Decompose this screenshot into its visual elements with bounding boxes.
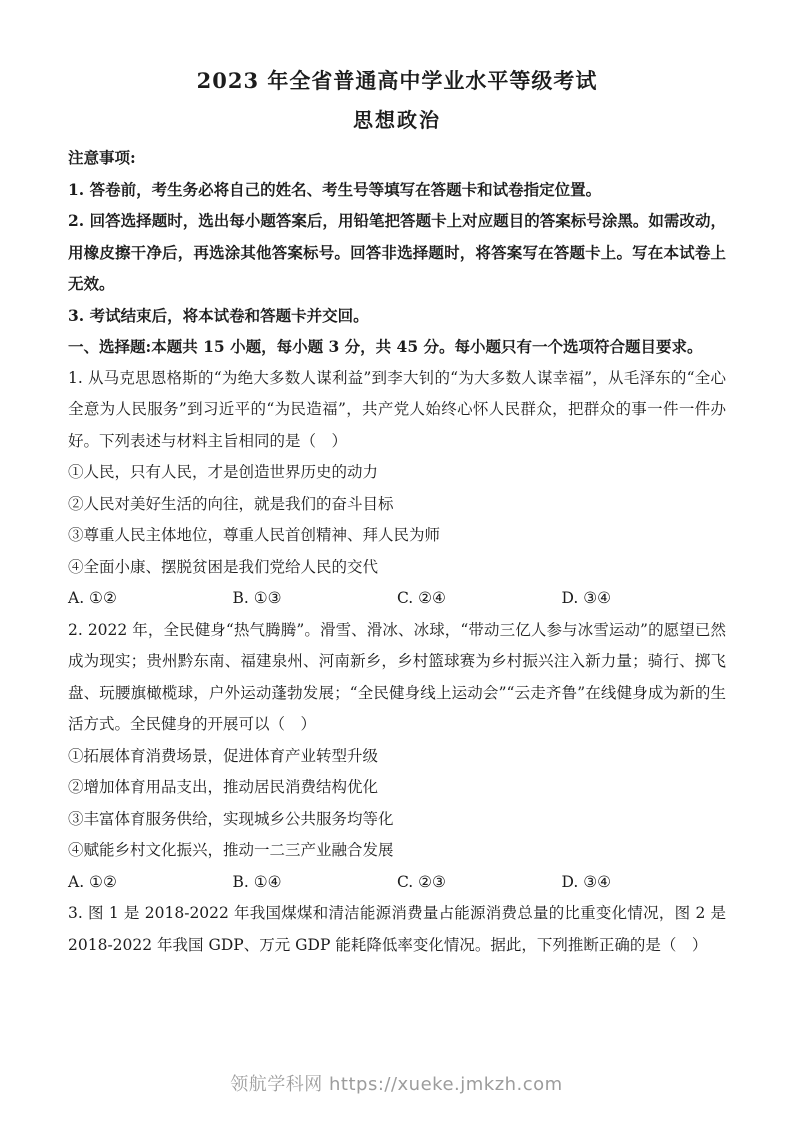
question-1-choice-1: ①人民，只有人民，才是创造世界历史的动力 bbox=[68, 463, 379, 481]
question-2-option-d: D. ③④ bbox=[561, 872, 612, 891]
question-2-choice-4: ④赋能乡村文化振兴，推动一二三产业融合发展 bbox=[68, 841, 394, 859]
notice-heading: 注意事项: bbox=[68, 148, 136, 167]
page-subtitle: 思想政治 bbox=[353, 108, 441, 132]
page-title: 2023 年全省普通高中学业水平等级考试 bbox=[196, 68, 598, 93]
watermark-text: 领航学科网 https://xueke.jmkzh.com bbox=[230, 1074, 563, 1095]
question-1-choice-4: ④全面小康、摆脱贫困是我们党给人民的交代 bbox=[68, 557, 379, 576]
question-1-option-c: C. ②④ bbox=[397, 589, 446, 607]
question-1-stem: 1. 从马克思恩格斯的“为绝大多数人谋利益”到李大钊的“为大多数人谋幸福”，从毛泽东的“全心全意为人民服务”到习近平的“为民造福”，共产党人始终心怀人民群众，把群众的事一件一件办好。下列表述与材料主旨相同的是（ ） bbox=[68, 368, 726, 450]
question-2-options bbox=[68, 867, 726, 899]
notice-item-3: 3. 考试结束后，将本试卷和答题卡并交回。 bbox=[68, 305, 369, 325]
question-1-option-a: A. ①② bbox=[68, 589, 117, 607]
question-1-choice-3: ③尊重人民主体地位，尊重人民首创精神、拜人民为师 bbox=[68, 526, 441, 544]
question-2-option-c: C. ②③ bbox=[397, 872, 446, 891]
notice-item-1: 1. 答卷前，考生务必将自己的姓名、考生号等填写在答题卡和试卷指定位置。 bbox=[68, 179, 602, 199]
question-2-option-a: A. ①② bbox=[68, 872, 117, 891]
question-1-option-d: D. ③④ bbox=[561, 589, 612, 607]
question-1-options bbox=[68, 583, 726, 615]
question-3-stem: 3. 图 1 是 2018-2022 年我国煤煤和清洁能源消费量占能源消费总量的比重变化情况，图 2 是 2018-2022 年我国 GDP、万元 GDP 能耗降低率变化情况。据此，下列推断正确的是（ ） bbox=[68, 904, 726, 954]
watermark bbox=[0, 1070, 793, 1096]
question-1 bbox=[68, 363, 726, 615]
question-3 bbox=[68, 898, 726, 961]
question-2-option-b: B. ①④ bbox=[232, 872, 282, 891]
question-2 bbox=[68, 615, 726, 899]
question-2-choice-1: ①拓展体育消费场景，促进体育产业转型升级 bbox=[68, 746, 379, 765]
question-2-stem: 2. 2022 年，全民健身“热气腾腾”。滑雪、滑冰、冰球，“带动三亿人参与冰雪运动”的愿望已然成为现实；贵州黔东南、福建泉州、河南新乡，乡村篮球赛为乡村振兴注入新力量；骑行、掷飞盘、玩腰旗橄榄球，户外运动蓬勃发展；“全民健身线上运动会”“云走齐鲁”在线健身成为新的生活方式。全民健身的开展可以（ ） bbox=[68, 620, 726, 733]
question-1-option-b: B. ①③ bbox=[232, 589, 282, 607]
question-2-choice-3: ③丰富体育服务供给，实现城乡公共服务均等化 bbox=[68, 809, 394, 828]
question-2-choice-2: ②增加体育用品支出，推动居民消费结构优化 bbox=[68, 778, 379, 796]
notice-item-2: 2. 回答选择题时，选出每小题答案后，用铅笔把答题卡上对应题目的答案标号涂黑。如需改动，用橡皮擦干净后，再选涂其他答案标号。回答非选择题时，将答案写在答题卡上。写在本试卷上无效。 bbox=[68, 211, 726, 293]
question-1-choice-2: ②人民对美好生活的向往，就是我们的奋斗目标 bbox=[68, 494, 394, 513]
section-heading: 一、选择题:本题共 15 小题，每小题 3 分，共 45 分。每小题只有一个选项符合题目要求。 bbox=[68, 337, 703, 356]
